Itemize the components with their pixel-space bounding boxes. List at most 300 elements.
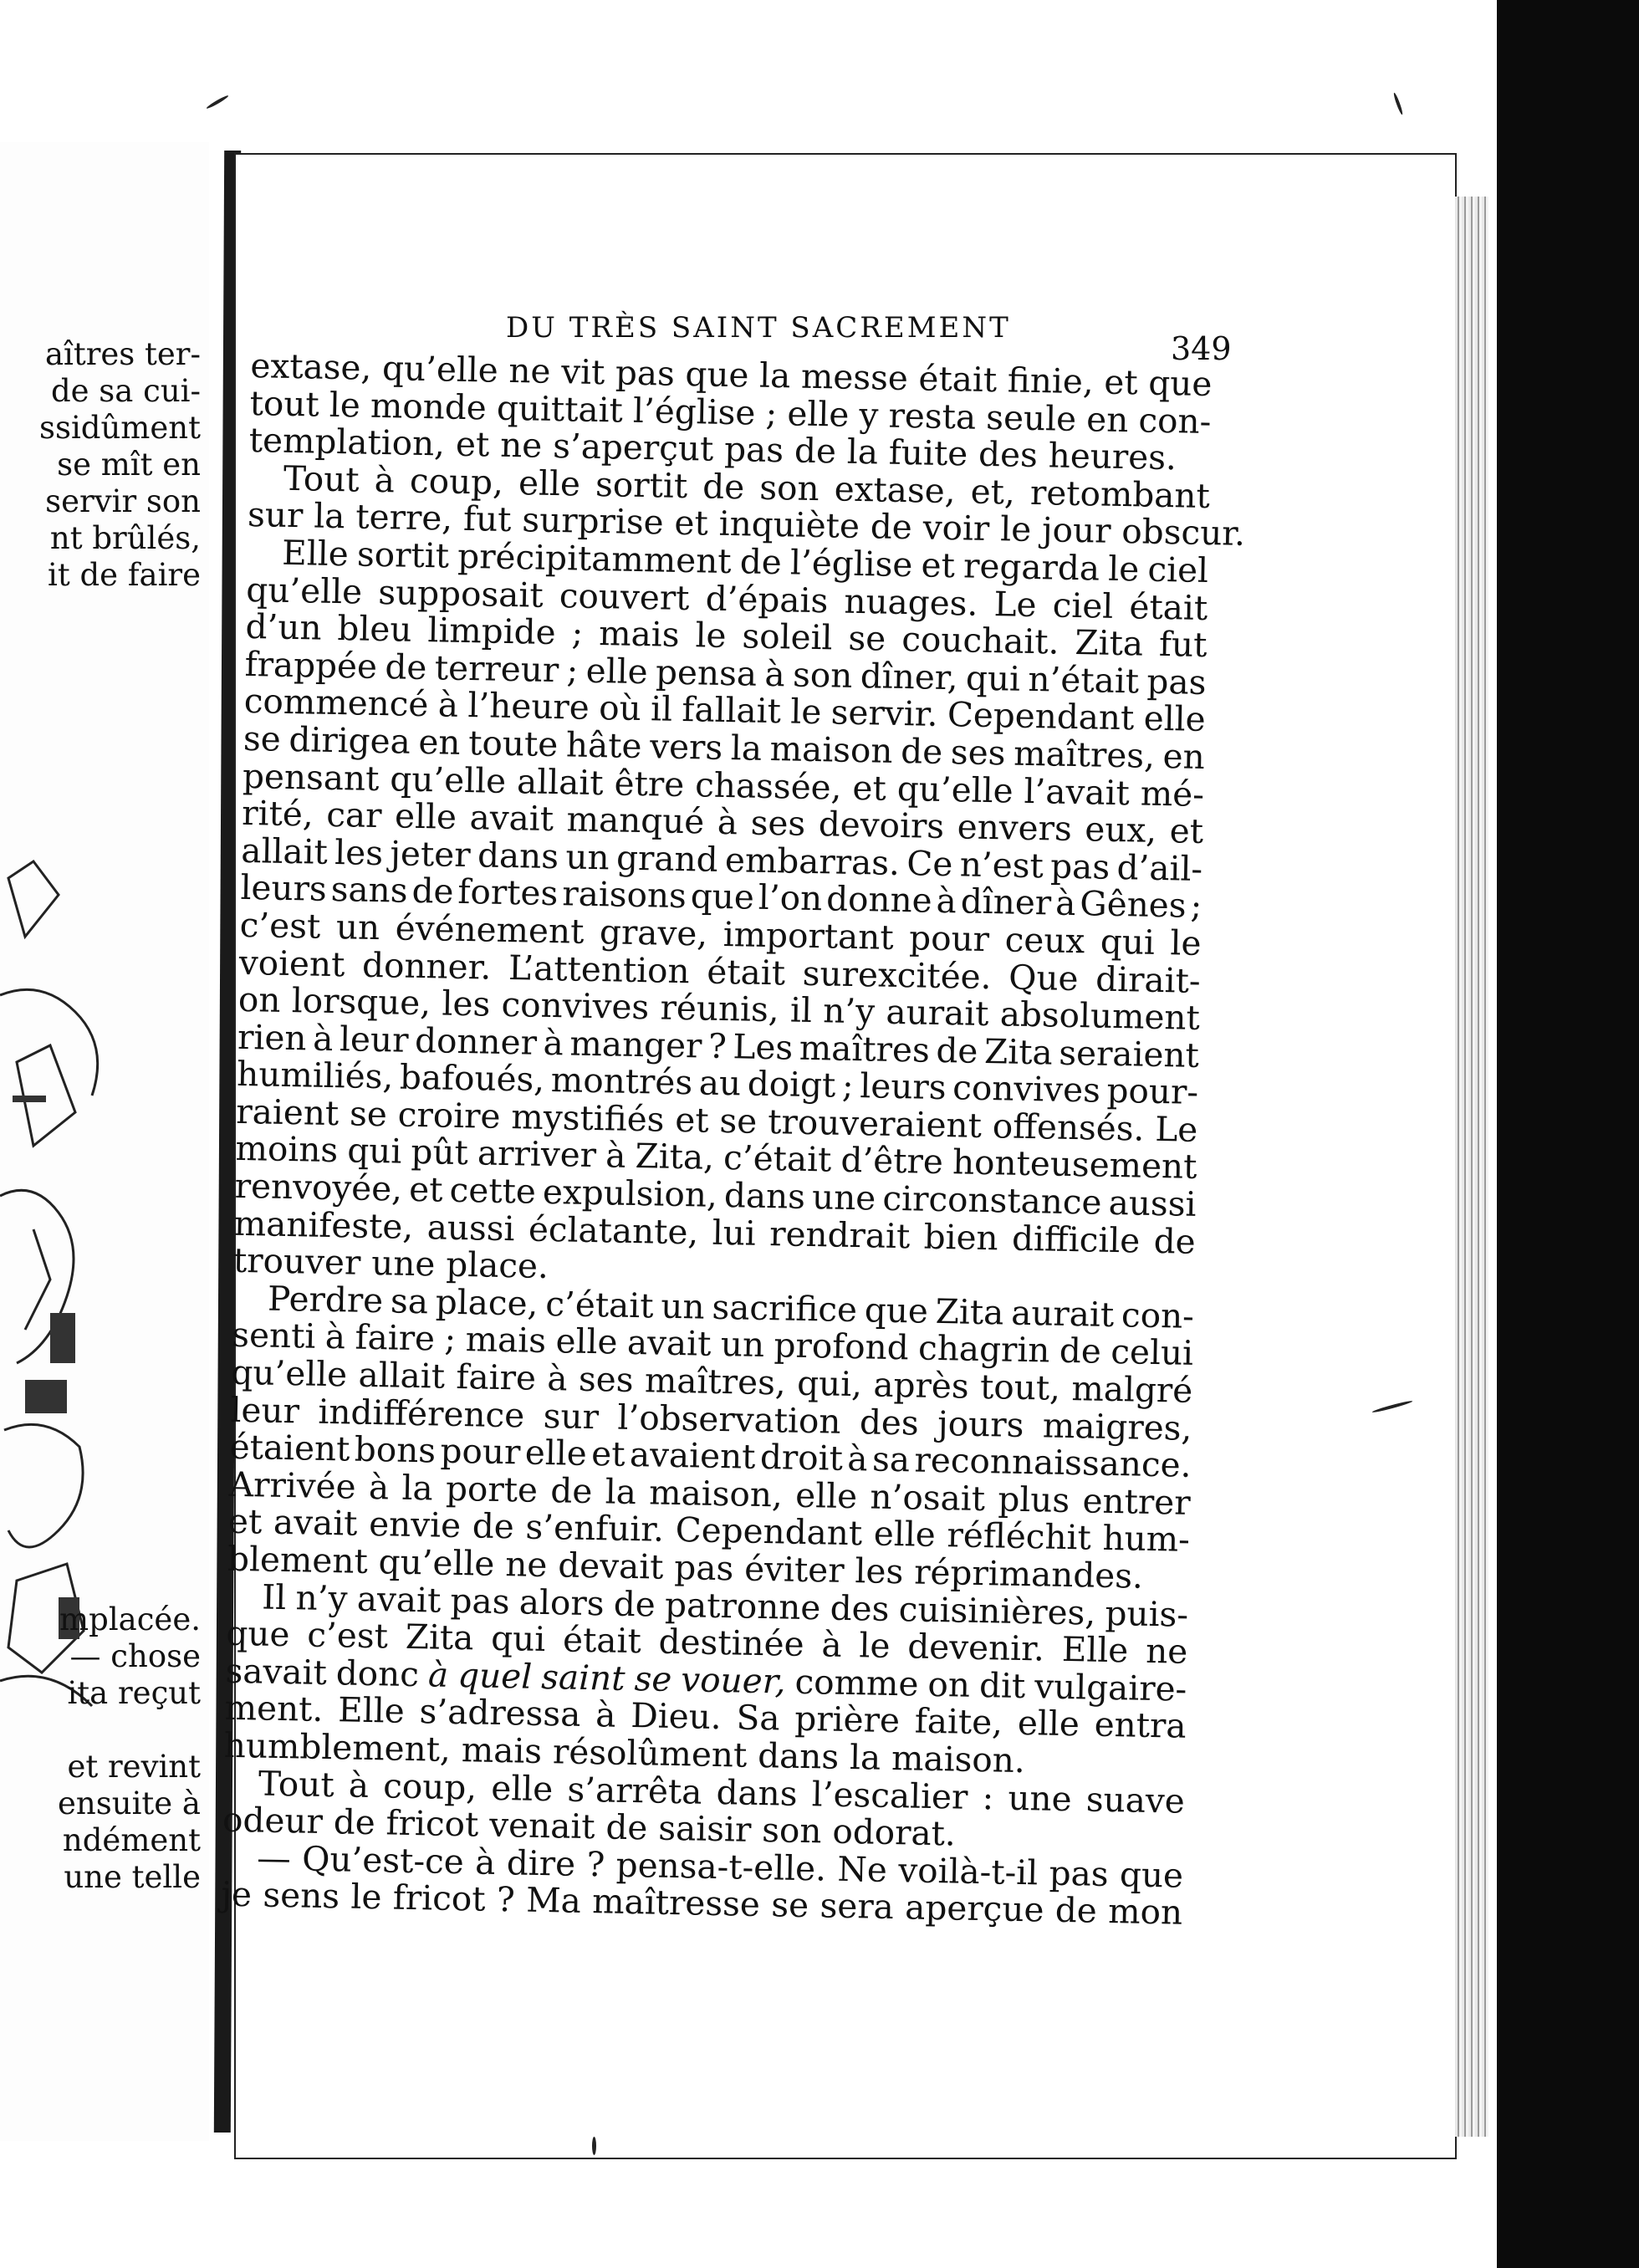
word: ; <box>1190 886 1202 927</box>
word: pas <box>1146 661 1207 702</box>
page-number: 349 <box>1171 330 1232 367</box>
previous-page-line: ssidûment <box>38 410 201 446</box>
word: important <box>722 913 895 958</box>
word: le <box>329 384 361 426</box>
running-head: DU TRÈS SAINT SACREMENT <box>506 311 1011 345</box>
word: était <box>706 951 786 993</box>
word: ? <box>496 1879 516 1920</box>
word: dirait- <box>1095 958 1202 1001</box>
word: Que <box>1008 957 1080 999</box>
scan-speck <box>592 2137 596 2155</box>
word: elle <box>1017 1703 1080 1744</box>
word: qu’elle <box>231 1351 348 1395</box>
word: saint <box>540 1656 625 1698</box>
word: de <box>936 1029 978 1071</box>
word: aurait <box>1010 1292 1115 1335</box>
word: ? <box>707 1025 728 1066</box>
word: pas <box>1049 1852 1110 1894</box>
previous-page-line: servir son <box>45 483 201 519</box>
word: reconnaissance. <box>914 1439 1192 1486</box>
word: croire <box>397 1094 501 1137</box>
word: le <box>1107 548 1140 590</box>
word: ; <box>566 650 579 691</box>
word: dit <box>978 1664 1026 1706</box>
word: n’y <box>822 990 876 1032</box>
previous-page-line: ita reçut <box>67 1675 201 1711</box>
word: grand <box>615 837 719 880</box>
word: faite, <box>914 1700 1003 1743</box>
word: à <box>324 1316 346 1357</box>
word: à <box>427 1654 449 1695</box>
word: prière <box>794 1698 901 1741</box>
word: se <box>349 1093 388 1135</box>
word: saisir <box>657 1807 752 1850</box>
previous-page-line: it de faire <box>48 557 201 593</box>
word: extase, <box>834 468 957 511</box>
word: avait <box>626 1322 712 1365</box>
word: bien <box>923 1216 999 1259</box>
word: offensés. <box>992 1106 1145 1149</box>
word: avait <box>469 797 554 840</box>
word: s’aperçut <box>552 426 714 469</box>
word: ses <box>750 802 806 844</box>
word: de <box>1054 1890 1098 1932</box>
word: arriver <box>477 1132 597 1176</box>
word: obscur. <box>1121 511 1246 554</box>
word: ses <box>950 732 1006 774</box>
word: Le <box>1154 1108 1198 1150</box>
word: L’attention <box>508 947 691 991</box>
word: pas <box>1049 845 1111 887</box>
word: extase, <box>250 345 372 388</box>
word: l’observation <box>617 1397 841 1442</box>
word: Tout <box>283 457 360 500</box>
word: elle <box>394 795 457 837</box>
word: et <box>852 767 887 809</box>
word: toute <box>467 723 559 765</box>
word: Cependant <box>947 694 1135 738</box>
word: réfléchit <box>947 1515 1092 1558</box>
word: était <box>562 1619 642 1662</box>
word: sortit <box>595 463 688 506</box>
word: dîner, <box>860 655 959 698</box>
word: il <box>650 688 673 730</box>
word: surprise <box>521 499 665 543</box>
word: honteusement <box>952 1142 1197 1188</box>
word: faire <box>355 1317 436 1359</box>
word: la <box>846 431 879 472</box>
word: Il <box>261 1576 287 1617</box>
previous-page-line: une telle <box>64 1859 201 1895</box>
word: de <box>870 506 913 548</box>
word: venait <box>488 1804 596 1847</box>
previous-page-line: de sa cui- <box>50 373 201 409</box>
word: mystifiés <box>510 1096 665 1140</box>
word: leur <box>339 1018 409 1060</box>
word: une <box>1008 1777 1073 1819</box>
word: la <box>605 1471 637 1512</box>
word: destinée <box>658 1621 805 1665</box>
word: mais <box>465 1319 547 1361</box>
word: sur <box>543 1395 600 1437</box>
word: absolument <box>999 994 1201 1039</box>
word: moins <box>235 1128 339 1171</box>
word: Dieu. <box>630 1695 722 1738</box>
word: à <box>605 1135 626 1177</box>
word: qu’elle <box>896 768 1014 811</box>
word: et <box>455 423 490 465</box>
word: de <box>472 1505 515 1547</box>
word: lui <box>712 1212 757 1254</box>
word: de <box>1059 1331 1102 1372</box>
word: un <box>660 1285 706 1327</box>
word: on <box>927 1663 971 1705</box>
word: allait <box>358 1354 446 1397</box>
word: surexcitée. <box>802 953 992 997</box>
word: jeter <box>390 833 472 875</box>
word: puis- <box>1105 1592 1189 1635</box>
word: pas <box>450 1580 510 1622</box>
word: aperçue <box>904 1887 1044 1930</box>
word: Sa <box>736 1697 780 1739</box>
word: aussi <box>426 1206 515 1249</box>
word: fallait <box>682 689 782 732</box>
word: chagrin <box>917 1327 1050 1371</box>
word: Elle <box>281 532 350 575</box>
word: bleu <box>337 608 412 650</box>
word: hâte <box>565 724 642 766</box>
word: embarras. <box>724 839 901 883</box>
word: l’escalier <box>811 1773 968 1817</box>
word: elle <box>524 1432 588 1474</box>
word: des <box>978 433 1039 476</box>
word: convives <box>952 1067 1101 1111</box>
word: une <box>370 1243 436 1285</box>
word: qu’elle <box>378 1541 495 1584</box>
word: pensant <box>242 755 380 799</box>
word: que <box>690 876 755 917</box>
word: Les <box>733 1025 794 1068</box>
word: manifeste, <box>233 1203 414 1247</box>
word: la <box>730 728 763 769</box>
word: un <box>565 836 610 878</box>
word: se <box>243 718 282 759</box>
word: qui <box>965 657 1021 699</box>
word: nuages. <box>844 580 978 624</box>
word: doigt <box>747 1063 836 1106</box>
word: heures. <box>1048 435 1177 478</box>
word: de <box>549 1469 593 1511</box>
word: à <box>368 1466 390 1508</box>
word: dans <box>757 1734 840 1777</box>
word: le <box>695 615 727 656</box>
word: à <box>821 1624 843 1666</box>
word: comme <box>794 1661 919 1704</box>
word: — <box>256 1837 292 1878</box>
word: maigres, <box>1042 1405 1192 1448</box>
word: qui, <box>796 1362 863 1405</box>
word: difficile <box>1011 1218 1141 1261</box>
word: vulgaire- <box>1034 1666 1187 1709</box>
word: fut <box>462 498 512 540</box>
page-edges <box>1455 197 1488 2137</box>
word: voient <box>238 942 345 984</box>
word: hum- <box>1102 1518 1191 1561</box>
word: elle <box>787 392 850 435</box>
word: ne <box>499 424 543 466</box>
word: Tout <box>258 1763 335 1805</box>
word: profond <box>774 1325 910 1368</box>
word: qui <box>1100 921 1156 963</box>
word: son <box>758 467 820 508</box>
word: à <box>764 653 786 695</box>
word: le <box>350 1876 382 1918</box>
word: bons <box>354 1428 437 1471</box>
word: vouer, <box>680 1658 786 1702</box>
word: fricot <box>385 1802 479 1845</box>
word: sur <box>247 494 304 536</box>
word: voir <box>922 507 990 549</box>
word: Ce <box>906 842 953 884</box>
word: n’osait <box>870 1476 986 1519</box>
word: Zita <box>1075 622 1144 664</box>
word: et <box>674 1099 710 1141</box>
word: de <box>605 1806 648 1848</box>
word: Arrivée <box>228 1463 357 1507</box>
word: montrés <box>550 1060 693 1103</box>
word: mé- <box>1140 773 1205 815</box>
word: con- <box>1121 1295 1195 1336</box>
word: elle <box>794 1474 858 1516</box>
word: plus <box>997 1479 1070 1520</box>
word: maison, <box>648 1472 784 1515</box>
previous-page-line: aîtres ter- <box>44 336 201 372</box>
previous-page-line: ndément <box>62 1822 201 1858</box>
word: cuisinières, <box>898 1588 1096 1633</box>
previous-page-line: et revint <box>67 1749 201 1785</box>
word: en <box>1085 398 1129 440</box>
word: n’était <box>1028 658 1140 702</box>
word: pensa <box>655 651 758 694</box>
word: seule <box>985 396 1077 439</box>
word: elle <box>873 1513 937 1555</box>
word: d’un <box>245 606 322 648</box>
word: frappée <box>244 643 378 687</box>
word: devoirs <box>818 804 945 847</box>
word: fuite <box>888 432 968 474</box>
previous-page-line: — chose <box>69 1638 201 1674</box>
word: le <box>1170 922 1202 963</box>
word: se <box>634 1658 672 1699</box>
word: blement <box>227 1538 369 1581</box>
word: on <box>237 978 281 1020</box>
word: ne <box>508 350 552 391</box>
word: au <box>698 1062 742 1104</box>
word: bafoués, <box>399 1056 545 1101</box>
word: un <box>335 906 380 948</box>
word: la <box>849 1737 881 1778</box>
word: l’église <box>789 542 913 585</box>
word: y <box>859 394 879 436</box>
word: mon <box>1107 1891 1183 1933</box>
word: c’est <box>239 904 321 947</box>
word: à <box>717 801 738 843</box>
word: Zita <box>935 1290 1004 1333</box>
word: à <box>374 459 396 501</box>
word: Ma <box>525 1880 582 1922</box>
word: que <box>226 1612 290 1655</box>
word: sa <box>871 1438 911 1480</box>
word: place. <box>445 1244 549 1287</box>
word: servir. <box>830 692 938 735</box>
word: rien <box>237 1016 307 1059</box>
word: ; <box>571 612 584 653</box>
word: et <box>1169 810 1204 852</box>
word: à <box>936 881 957 922</box>
word: circonstance <box>882 1177 1102 1223</box>
word: Gênes <box>1079 883 1187 926</box>
word: Le <box>993 583 1037 625</box>
word: réunis, <box>660 987 780 1030</box>
word: ne <box>504 1544 548 1586</box>
word: aurait <box>886 991 989 1034</box>
word: était <box>1129 585 1208 628</box>
word: être <box>614 762 685 805</box>
word: regarda <box>962 545 1100 589</box>
word: ; <box>841 1065 855 1106</box>
word: humblement, <box>223 1724 452 1770</box>
word: pour <box>908 917 990 959</box>
word: précipitamment <box>457 535 733 582</box>
word: à <box>348 1765 370 1806</box>
word: donner. <box>361 944 492 988</box>
previous-page-line: mplacée. <box>59 1601 201 1637</box>
word: à <box>543 1022 564 1064</box>
word: sortit <box>356 534 450 576</box>
word: malgré <box>1071 1368 1193 1411</box>
word: con- <box>1138 399 1212 442</box>
word: de <box>702 466 745 508</box>
word: Perdre <box>267 1278 384 1321</box>
word: pensa-t-elle. <box>615 1844 827 1889</box>
word: terre, <box>355 496 453 539</box>
word: grave, <box>599 912 708 954</box>
word: manger <box>569 1023 702 1066</box>
word: quel <box>457 1654 533 1697</box>
word: à <box>312 1018 334 1059</box>
word: je <box>221 1874 253 1915</box>
word: était <box>918 358 998 401</box>
word: commencé <box>243 681 429 725</box>
word: eux, <box>1084 809 1157 851</box>
word: avaient <box>629 1434 756 1478</box>
word: mais <box>598 613 681 656</box>
word: droit <box>759 1437 844 1479</box>
word: : <box>982 1776 994 1817</box>
word: un <box>720 1324 765 1366</box>
word: coup, <box>382 1765 477 1808</box>
word: il <box>789 989 813 1031</box>
word: la <box>401 1467 434 1509</box>
word: vers <box>649 726 723 768</box>
word: ; <box>765 392 778 433</box>
word: seraient <box>1058 1032 1200 1075</box>
word: cette <box>449 1169 537 1212</box>
word: et, <box>970 471 1016 513</box>
previous-page-fragment <box>0 142 209 2141</box>
word: expulsion, <box>542 1171 718 1215</box>
word: les <box>334 831 384 873</box>
word: envie <box>368 1504 462 1546</box>
word: faire <box>456 1356 537 1398</box>
word: de <box>1153 1220 1197 1262</box>
word: c’était <box>544 1283 654 1326</box>
word: se <box>848 617 886 659</box>
word: n’est <box>959 844 1044 886</box>
word: maîtres <box>799 1027 931 1070</box>
word: jour <box>1041 509 1111 552</box>
word: avait <box>356 1578 442 1621</box>
word: réprimandes. <box>913 1551 1144 1596</box>
word: tout, <box>979 1366 1061 1408</box>
word: Elle <box>337 1689 406 1732</box>
word: à <box>437 684 459 726</box>
word: sacrifice <box>712 1286 858 1330</box>
word: ciel <box>1052 585 1114 626</box>
word: Zita <box>983 1030 1054 1073</box>
word: renvoyée, <box>234 1165 403 1209</box>
word: Zita, <box>635 1136 715 1178</box>
word: se <box>719 1100 758 1142</box>
word: aussi <box>1108 1182 1197 1224</box>
word: qu’elle <box>389 758 507 801</box>
word: dire <box>506 1841 576 1884</box>
word: supposait <box>377 571 544 616</box>
word: et <box>227 1501 263 1542</box>
word: senti <box>231 1315 316 1357</box>
word: des <box>830 1587 890 1629</box>
word: que <box>685 353 749 396</box>
word: après <box>873 1364 970 1407</box>
word: fut <box>1158 624 1208 666</box>
word: s’arrêta <box>567 1769 702 1812</box>
word: pour <box>440 1430 521 1473</box>
word: convives <box>501 983 650 1028</box>
word: soleil <box>742 616 833 658</box>
word: lorsque, <box>291 980 431 1024</box>
word: envers <box>957 806 1073 850</box>
word: sera <box>820 1885 895 1928</box>
word: à <box>595 1694 616 1736</box>
word: templation, <box>248 420 446 464</box>
word: messe <box>800 355 909 399</box>
word: l’église <box>632 390 756 433</box>
word: allait <box>240 830 329 872</box>
word: elle <box>518 462 581 504</box>
word: savait <box>225 1650 328 1693</box>
word: elle <box>1143 697 1207 740</box>
word: c’était <box>722 1137 832 1180</box>
word: pût <box>411 1131 469 1173</box>
word: que <box>1147 362 1213 405</box>
word: ; <box>444 1319 457 1360</box>
word: sans <box>330 869 409 912</box>
word: d’épais <box>705 578 829 621</box>
word: Elle <box>1061 1629 1129 1671</box>
word: le <box>789 691 822 733</box>
word: chassée, <box>694 764 842 808</box>
word: les <box>442 983 491 1024</box>
